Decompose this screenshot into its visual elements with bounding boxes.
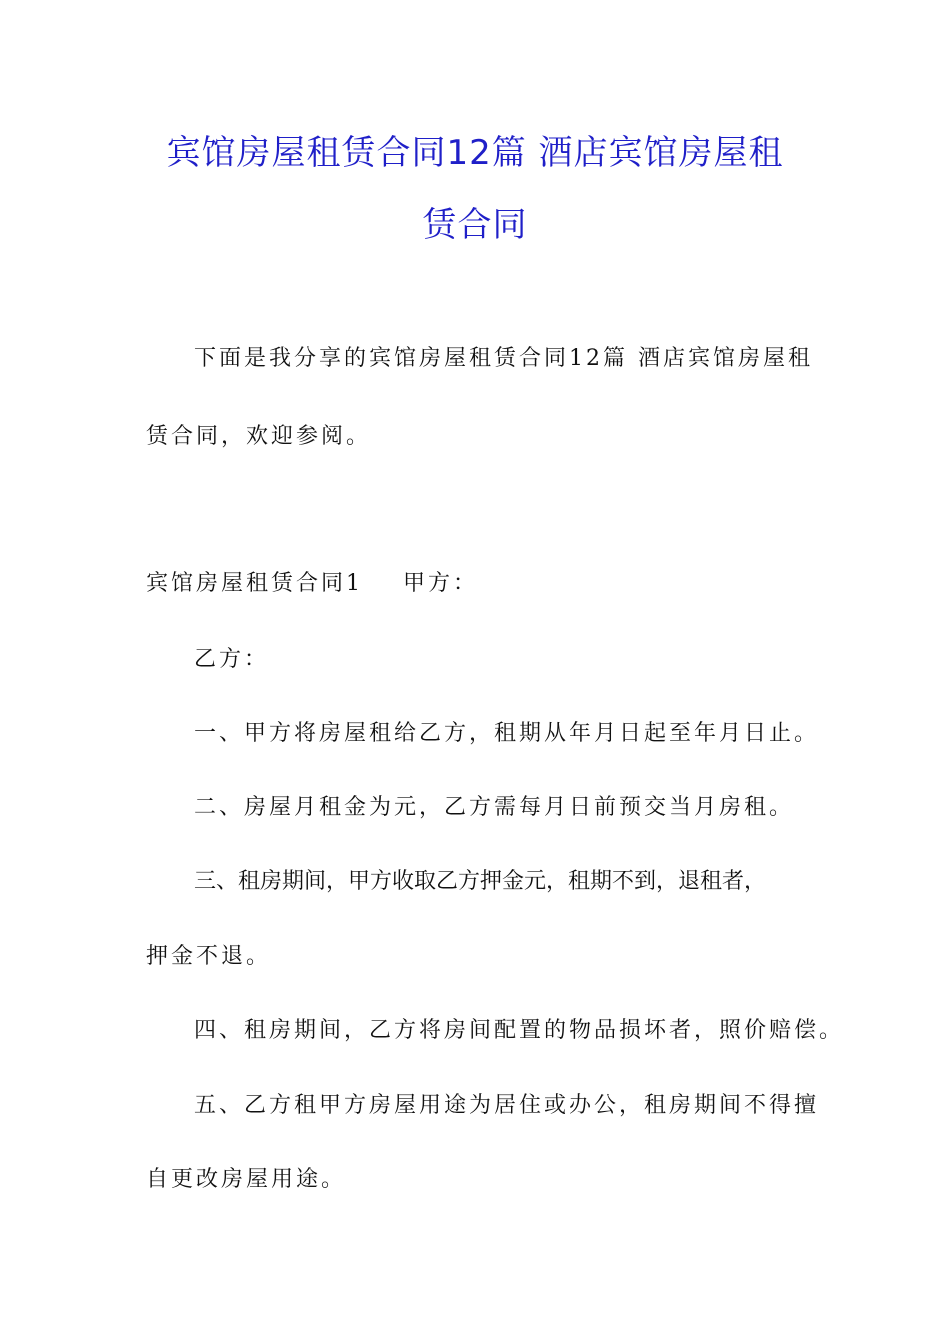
clause-5-line1: 五、乙方租甲方房屋用途为居住或办公，租房期间不得擅 <box>194 1093 820 1118</box>
intro-paragraph-line1: 下面是我分享的宾馆房屋租赁合同12篇 酒店宾馆房屋租 <box>194 346 813 371</box>
clause-2: 二、房屋月租金为元，乙方需每月日前预交当月房租。 <box>194 795 795 820</box>
intro-paragraph-line2: 赁合同，欢迎参阅。 <box>146 424 372 449</box>
clause-1: 一、甲方将房屋租给乙方，租期从年月日起至年月日止。 <box>194 721 820 746</box>
clause-3-line1 <box>194 867 822 897</box>
document-title-line2: 赁合同 <box>422 205 528 245</box>
clause-3-line2: 押金不退。 <box>146 944 272 969</box>
clause-3-line1-text: 三、租房期间，甲方收取乙方押金元，租期不到，退租者， <box>194 869 767 894</box>
party-b-label: 乙方： <box>194 647 270 672</box>
clause-5-line2: 自更改房屋用途。 <box>146 1167 347 1192</box>
document-title-line1: 宾馆房屋租赁合同12篇 酒店宾馆房屋租 <box>166 133 784 173</box>
clause-4: 四、租房期间，乙方将房间配置的物品损坏者，照价赔偿。 <box>194 1018 845 1043</box>
party-a-label: 甲方： <box>403 571 479 596</box>
section-heading: 宾馆房屋租赁合同1 <box>146 571 363 596</box>
